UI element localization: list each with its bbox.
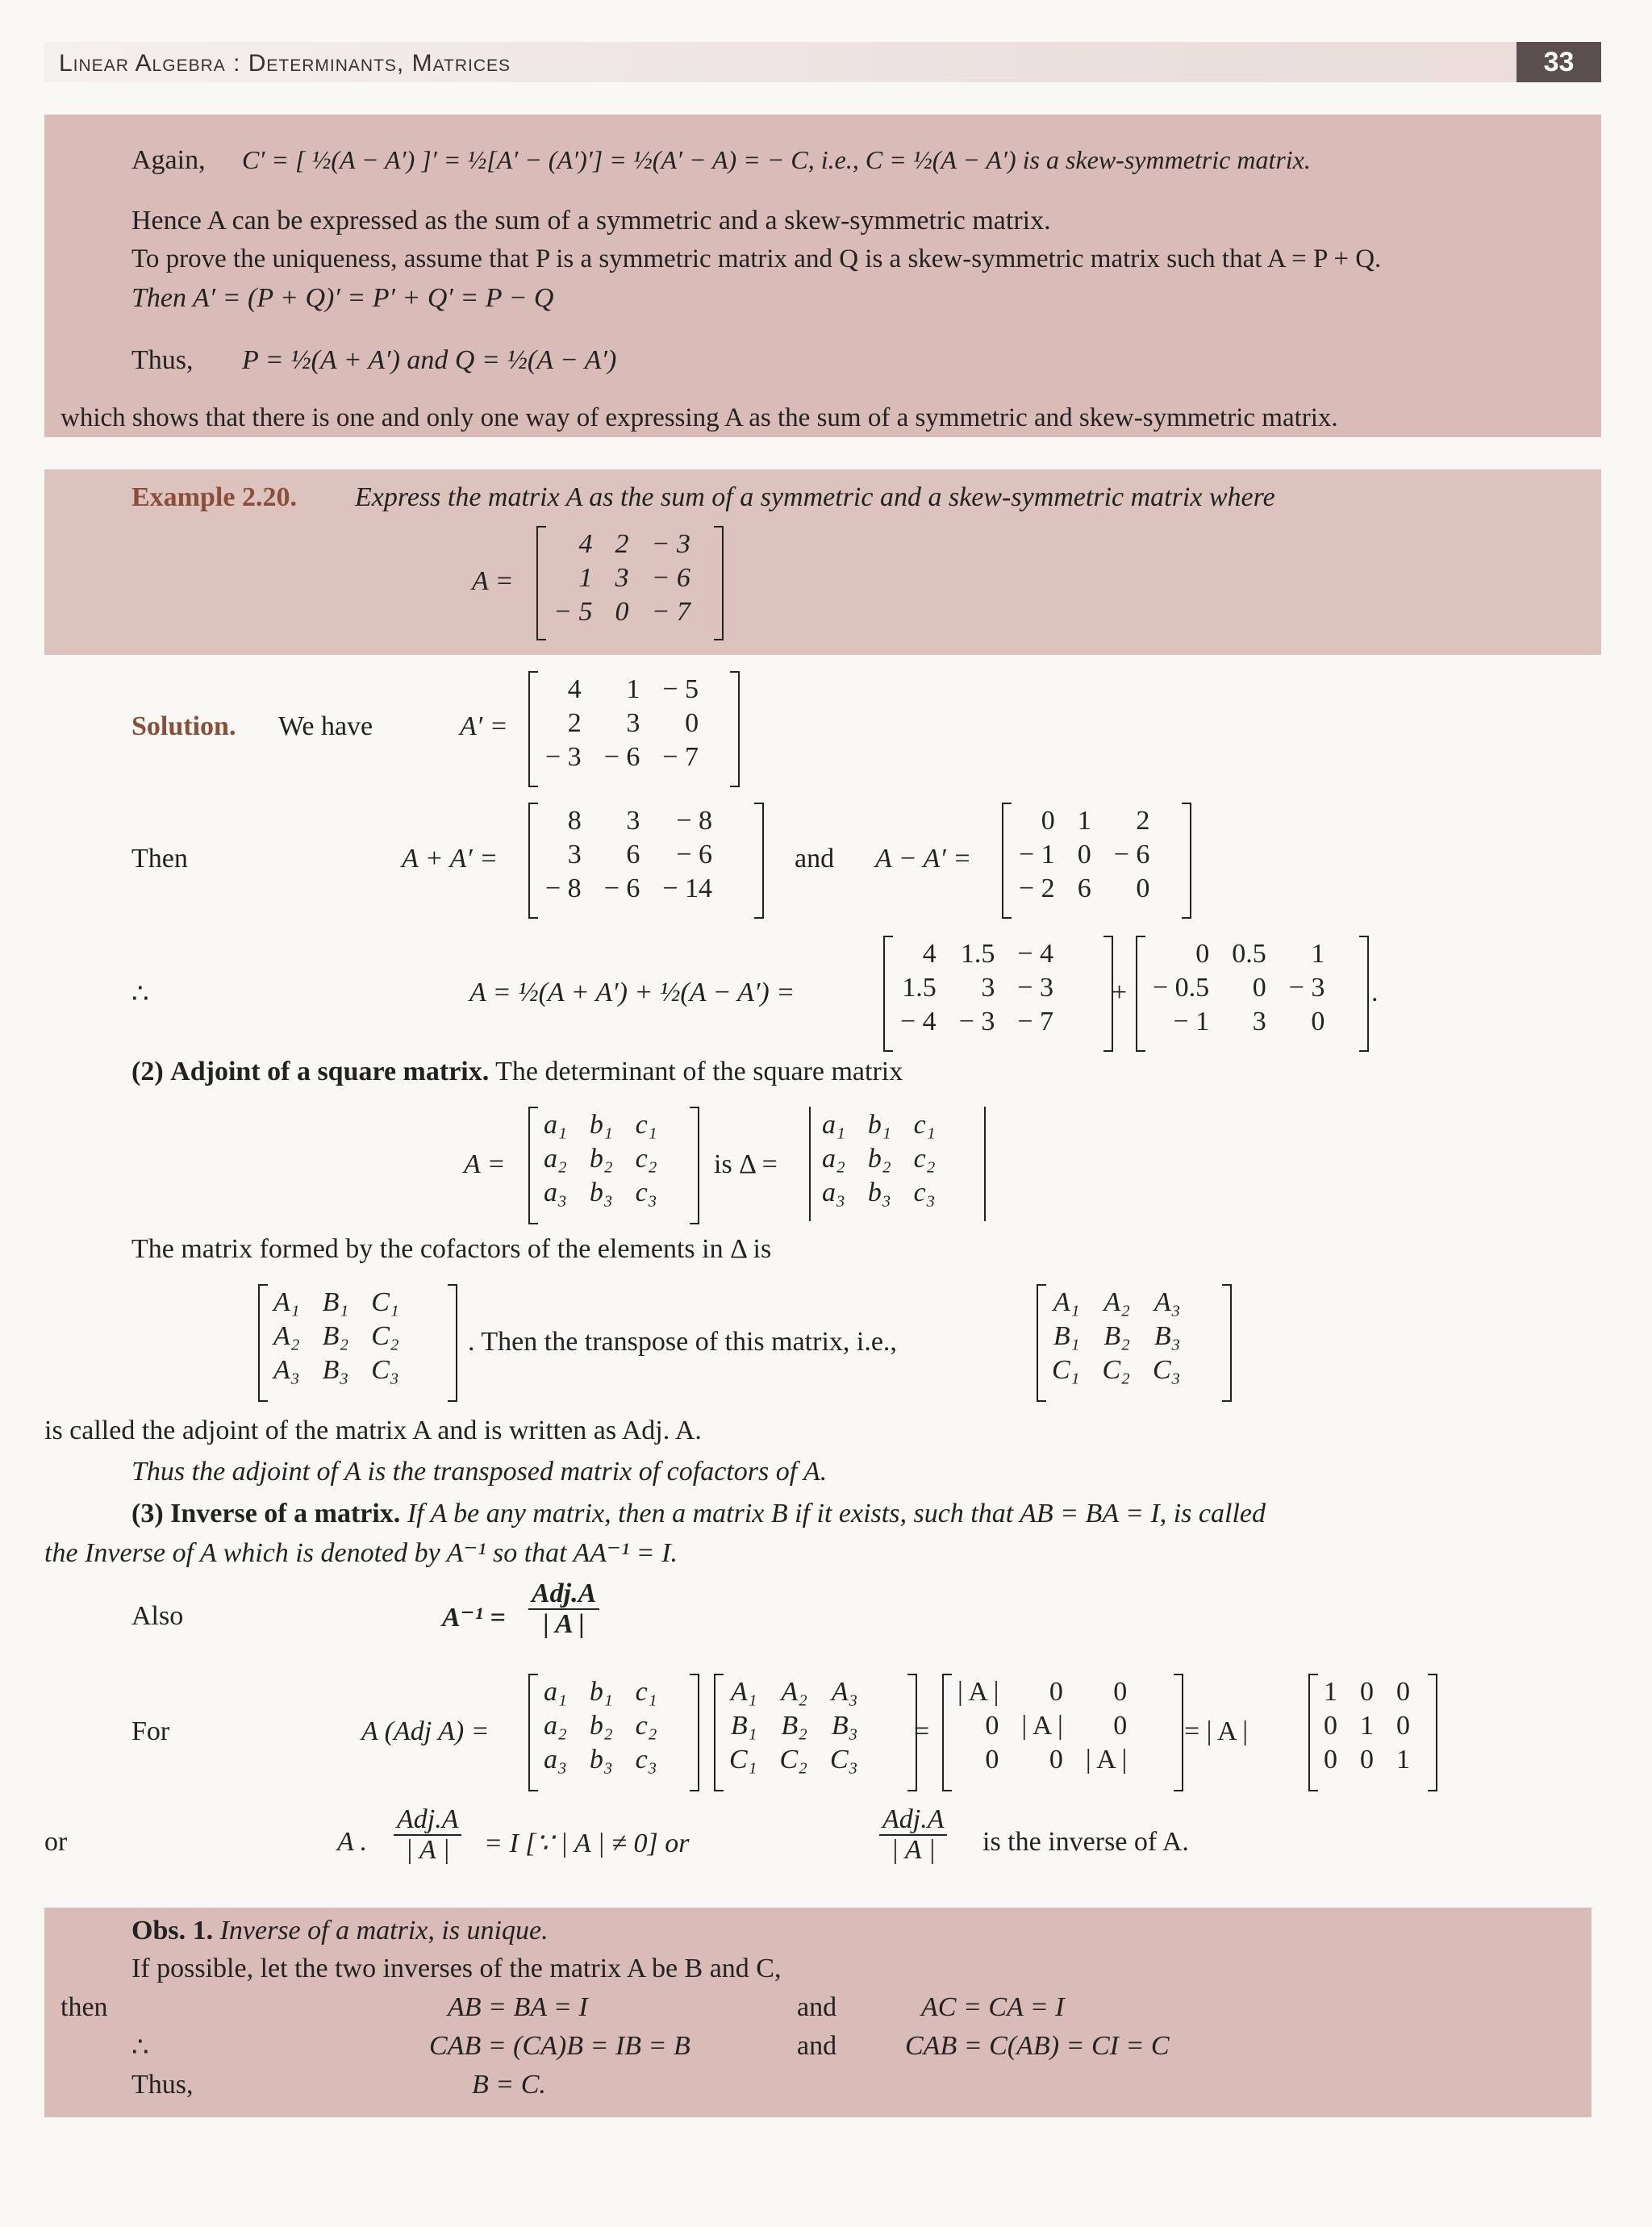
matrix-cell: b₃	[589, 1745, 613, 1775]
equals-sign: =	[914, 1716, 930, 1746]
matrix-row	[1007, 804, 1161, 838]
matrix-row	[542, 528, 702, 561]
matrix-cell: a₁	[822, 1110, 845, 1140]
matrix-cell: B₃	[831, 1711, 858, 1741]
matrix-diagonal	[946, 1675, 1138, 1777]
adjoint-intro: The determinant of the square matrix	[495, 1057, 903, 1086]
final-fraction-2	[879, 1805, 947, 1864]
bracket-right	[1428, 1674, 1437, 1791]
matrix-cell: 0	[1324, 1711, 1337, 1741]
matrix-row	[946, 1675, 1138, 1709]
matrix-row	[534, 673, 710, 707]
matrix-row	[718, 1743, 870, 1777]
matrix-row	[532, 1709, 669, 1743]
matrix-cell: 4	[578, 529, 593, 559]
then-label: Then	[131, 844, 188, 874]
matrix-cell: 0	[1360, 1677, 1374, 1707]
matrix-cell: 0	[1311, 1007, 1325, 1036]
matrix-cell: | A |	[1085, 1745, 1128, 1775]
abc-label: A =	[464, 1149, 506, 1179]
matrix-cell: a₃	[544, 1745, 567, 1775]
matrix-cofactors-transpose	[1041, 1286, 1192, 1387]
matrix-a-label: A =	[472, 566, 514, 596]
matrix-cell: B₂	[1103, 1321, 1130, 1351]
matrix-cell: a₃	[544, 1178, 567, 1207]
matrix-cell: a₃	[822, 1178, 845, 1207]
matrix-cell: C₁	[371, 1287, 399, 1317]
matrix-cell: c₃	[635, 1745, 657, 1775]
matrix-row	[718, 1675, 870, 1709]
obs-r3c1: B = C.	[472, 2070, 546, 2100]
matrix-row	[534, 872, 724, 906]
period: .	[1371, 978, 1379, 1007]
obs-line2: If possible, let the two inverses of the matrix A be B and C,	[131, 1954, 782, 1983]
matrix-cell: 0	[1396, 1711, 1410, 1741]
matrix-row	[811, 1108, 947, 1142]
matrix-row	[532, 1142, 669, 1176]
matrix-cell: 0	[985, 1711, 999, 1741]
matrix-cofactors	[262, 1286, 411, 1387]
adj-fraction	[528, 1579, 599, 1638]
matrix-cell: C₁	[1052, 1355, 1080, 1385]
matrix-row	[1007, 838, 1161, 872]
matrix-cell: 0	[1324, 1745, 1337, 1775]
matrix-row	[1312, 1743, 1421, 1777]
matrix-cell: 1.5	[960, 939, 995, 969]
matrix-cell: − 3	[545, 742, 582, 772]
matrix-cell: 0	[1049, 1677, 1063, 1707]
matrix-row	[718, 1709, 870, 1743]
matrix-row	[1312, 1675, 1421, 1709]
matrix-cell: a₁	[544, 1677, 567, 1707]
adjoint-called: is called the adjoint of the matrix A and is written as Adj. A.	[44, 1416, 702, 1445]
final-a: A .	[337, 1827, 368, 1857]
matrix-cell: b₁	[589, 1677, 613, 1707]
matrix-cell: − 0.5	[1153, 973, 1210, 1003]
matrix-cell: 6	[626, 840, 640, 870]
matrix-cell: B₁	[1053, 1321, 1080, 1351]
matrix-cell: − 1	[1173, 1007, 1210, 1036]
matrix-row	[1141, 1005, 1336, 1039]
matrix-row	[534, 838, 724, 872]
matrix-cell: C₂	[779, 1745, 807, 1775]
inverse-title: Inverse of a matrix.	[170, 1499, 401, 1528]
matrix-cell: 1.5	[902, 973, 937, 1003]
example-text: Express the matrix A as the sum of a symmetric and a skew-symmetric matrix where	[355, 482, 1275, 512]
matrix-row	[262, 1353, 411, 1387]
matrix-cell: b₃	[867, 1178, 891, 1207]
matrix-row	[1041, 1353, 1192, 1387]
matrix-cell: C₁	[729, 1745, 757, 1775]
inverse-def-2: the Inverse of A which is denoted by A⁻¹ so that AA⁻¹ = I.	[44, 1538, 678, 1568]
example-label: Example 2.20.	[131, 482, 297, 512]
matrix-row	[262, 1286, 411, 1320]
matrix-cell: 0	[1077, 840, 1091, 870]
matrix-cell: 0	[1195, 939, 1210, 969]
final-den-2: | A |	[891, 1834, 936, 1865]
matrix-cell: c₂	[635, 1144, 657, 1174]
matrix-row	[532, 1176, 669, 1210]
matrix-cell: 0	[1136, 874, 1150, 903]
matrix-cell: 3	[567, 840, 582, 870]
skew-equation: C′ = [ ½(A − A′) ]′ = ½[A′ − (A′)′] = ½(A′ − A) = − C, i.e., C = ½(A − A′) is a skew-symmetric matrix.	[242, 145, 1311, 174]
adjoint-heading	[131, 1057, 903, 1087]
or-label: or	[44, 1827, 68, 1857]
aadj-label: A (Adj A) =	[361, 1716, 490, 1746]
matrix-cell: 0	[615, 597, 629, 627]
matrix-cell: 0	[1252, 973, 1266, 1003]
matrix-cell: C₃	[1153, 1355, 1181, 1385]
matrix-cell: − 3	[1017, 973, 1054, 1003]
matrix-cell: − 6	[603, 874, 640, 903]
matrix-row	[889, 1005, 1065, 1039]
matrix-cell: 3	[615, 563, 629, 593]
matrix-cell: − 6	[676, 840, 713, 870]
determinant-delta	[811, 1108, 947, 1210]
matrix-cell: b₂	[589, 1144, 613, 1174]
cofactor-line: The matrix formed by the cofactors of the elements in Δ is	[131, 1234, 772, 1264]
matrix-row	[889, 937, 1065, 971]
matrix-cell: 1	[1396, 1745, 1410, 1775]
matrix-cell: − 7	[651, 597, 690, 627]
matrix-cell: a₂	[822, 1144, 845, 1174]
identity-matrix	[1312, 1675, 1421, 1777]
matrix-cell: 2	[615, 529, 629, 559]
matrix-abc	[532, 1675, 669, 1777]
matrix-cell: 3	[981, 973, 995, 1003]
matrix-cell: − 5	[553, 597, 593, 627]
matrix-cell: − 5	[662, 674, 699, 704]
plus-sign: +	[1112, 978, 1128, 1007]
diff-label: A − A′ =	[875, 844, 972, 874]
matrix-cell: B₂	[322, 1321, 349, 1351]
matrix-cell: − 8	[545, 874, 582, 903]
obs-therefore: ∴	[131, 2033, 149, 2062]
then-line: Then A′ = (P + Q)′ = P′ + Q′ = P − Q	[131, 283, 554, 313]
matrix-cell: c₁	[635, 1110, 657, 1140]
transpose-text: . Then the transpose of this matrix, i.e.,	[468, 1327, 897, 1357]
matrix-cell: 3	[1252, 1007, 1266, 1036]
matrix-row	[532, 1675, 669, 1709]
matrix-cell: A₂	[1103, 1287, 1130, 1317]
matrix-cell: 8	[567, 806, 582, 836]
matrix-cell: − 7	[1017, 1007, 1054, 1036]
matrix-diff	[1007, 804, 1161, 906]
matrix-cell: c₃	[913, 1178, 936, 1207]
eq-absA: = | A |	[1184, 1716, 1249, 1746]
matrix-row	[1041, 1320, 1192, 1353]
matrix-cell: − 4	[1017, 939, 1054, 969]
matrix-cell: a₁	[544, 1110, 567, 1140]
matrix-cell: 3	[626, 708, 640, 738]
matrix-row	[542, 595, 702, 629]
pq-equation: P = ½(A + A′) and Q = ½(A − A′)	[242, 345, 617, 375]
matrix-row	[1141, 971, 1336, 1005]
matrix-cell: A₁	[730, 1677, 757, 1707]
matrix-A	[542, 528, 702, 629]
matrix-cell: | A |	[1021, 1711, 1063, 1741]
matrix-cell: C₃	[371, 1355, 399, 1385]
matrix-cell: C₂	[371, 1321, 399, 1351]
matrix-row	[534, 707, 710, 740]
adj-den: | A |	[543, 1608, 585, 1639]
matrix-cell: A₂	[781, 1677, 807, 1707]
matrix-row	[542, 561, 702, 595]
matrix-row	[532, 1108, 669, 1142]
inverse-num: (3)	[131, 1499, 164, 1528]
again-prefix: Again,	[131, 145, 206, 175]
bracket-right	[448, 1284, 457, 1402]
obs-r2c1: CAB = (CA)B = IB = B	[429, 2031, 690, 2061]
obs-r2c2: CAB = C(AB) = CI = C	[905, 2031, 1170, 2061]
matrix-row	[532, 1743, 669, 1777]
matrix-cell: − 3	[651, 529, 690, 559]
matrix-row	[262, 1320, 411, 1353]
obs-r1c2: AC = CA = I	[921, 1992, 1065, 2022]
matrix-skew	[1141, 937, 1336, 1039]
matrix-row	[946, 1743, 1138, 1777]
final-fraction	[394, 1805, 461, 1864]
matrix-cell: − 4	[900, 1007, 937, 1036]
also-label: Also	[131, 1601, 184, 1631]
bracket-right	[754, 803, 764, 919]
matrix-cell: A₁	[1053, 1287, 1080, 1317]
matrix-cell: − 14	[662, 874, 713, 903]
matrix-cell: 4	[567, 674, 582, 704]
matrix-cell: 0	[1113, 1711, 1128, 1741]
matrix-cell: − 2	[1019, 874, 1055, 903]
adjoint-thus: Thus the adjoint of A is the transposed matrix of cofactors of A.	[131, 1457, 828, 1487]
matrix-cell: | A |	[957, 1677, 999, 1707]
ainv-label: A⁻¹ =	[442, 1603, 506, 1633]
obs-thus: Thus,	[131, 2070, 194, 2100]
page-header	[44, 42, 1601, 82]
matrix-cell: B₃	[322, 1355, 349, 1385]
bracket-right	[1359, 936, 1369, 1052]
matrix-cell: b₂	[867, 1144, 891, 1174]
bracket-right	[730, 671, 740, 787]
matrix-cell: A₃	[273, 1355, 300, 1385]
obs-heading	[131, 1916, 549, 1946]
and-label: and	[795, 844, 835, 874]
matrix-cell: 2	[1136, 806, 1150, 836]
matrix-cell: 4	[922, 939, 937, 969]
final-text: is the inverse of A.	[982, 1827, 1189, 1857]
matrix-cell: 1	[1360, 1711, 1374, 1741]
matrix-cell: − 8	[676, 806, 713, 836]
bracket-right	[1182, 803, 1191, 919]
bracket-right	[690, 1107, 699, 1224]
matrix-abc	[532, 1108, 669, 1210]
matrix-cell: 6	[1077, 874, 1091, 903]
matrix-cell: b₃	[589, 1178, 613, 1207]
bracket-right	[690, 1674, 699, 1791]
matrix-cell: B₁	[730, 1711, 757, 1741]
final-eqI: = I [∵ | A | ≠ 0] or	[484, 1829, 690, 1858]
therefore-symbol: ∴	[131, 979, 149, 1009]
matrix-symmetric	[889, 937, 1065, 1039]
inverse-def: If A be any matrix, then a matrix B if it exists, such that AB = BA = I, is called	[407, 1499, 1266, 1528]
matrix-cell: B₁	[322, 1287, 349, 1317]
matrix-cell: 1	[1324, 1677, 1337, 1707]
matrix-cell: − 6	[1113, 840, 1150, 870]
matrix-cell: 1	[1311, 939, 1325, 969]
matrix-cell: A₂	[273, 1321, 300, 1351]
page-number: 33	[1516, 42, 1601, 82]
conclusion-line: which shows that there is one and only one way of expressing A as the sum of a symmetric and skew-symmetric matrix.	[60, 403, 1338, 432]
final-den: | A |	[405, 1834, 450, 1865]
matrix-row	[811, 1176, 947, 1210]
matrix-cell: A₁	[273, 1287, 300, 1317]
matrix-cell: 0	[985, 1745, 999, 1775]
for-label: For	[131, 1716, 170, 1746]
running-title: Linear Algebra : Determinants, Matrices	[59, 50, 511, 77]
matrix-cell: b₁	[867, 1110, 891, 1140]
obs-and2: and	[797, 2031, 837, 2061]
matrix-row	[811, 1142, 947, 1176]
is-delta: is Δ =	[714, 1149, 778, 1179]
hence-line: Hence A can be expressed as the sum of a symmetric and a skew-symmetric matrix.	[131, 206, 1051, 236]
matrix-cell: a₂	[544, 1711, 567, 1741]
matrix-cell: b₂	[589, 1711, 613, 1741]
matrix-cell: c₂	[635, 1711, 657, 1741]
bracket-right	[714, 526, 724, 640]
matrix-cell: A₃	[1153, 1287, 1181, 1317]
matrix-cell: B₃	[1153, 1321, 1181, 1351]
matrix-cell: C₂	[1102, 1355, 1130, 1385]
matrix-sum	[534, 804, 724, 906]
thus-prefix: Thus,	[131, 345, 194, 375]
matrix-row	[1041, 1286, 1192, 1320]
matrix-row	[534, 804, 724, 838]
sum-label: A + A′ =	[402, 844, 499, 874]
matrix-row	[889, 971, 1065, 1005]
matrix-row	[1312, 1709, 1421, 1743]
matrix-cell: 0	[1041, 806, 1055, 836]
obs-and1: and	[797, 1992, 837, 2022]
final-num: Adj.A	[394, 1805, 461, 1836]
matrix-cell: A₃	[831, 1677, 858, 1707]
matrix-cell: b₁	[589, 1110, 613, 1140]
matrix-cell: c₁	[635, 1677, 657, 1707]
uniqueness-line: To prove the uniqueness, assume that P is a symmetric matrix and Q is a skew-symmetric matrix such that A = P + Q.	[131, 244, 1382, 273]
matrix-cell: 0.5	[1232, 939, 1266, 969]
matrix-row	[1007, 872, 1161, 906]
matrix-cell: − 3	[1288, 973, 1325, 1003]
matrix-cell: − 6	[603, 742, 640, 772]
final-num-2: Adj.A	[879, 1805, 947, 1836]
bracket-right	[1174, 1674, 1183, 1791]
matrix-cell: 1	[1077, 806, 1091, 836]
matrix-cell: 1	[626, 674, 640, 704]
matrix-cell: B₂	[781, 1711, 807, 1741]
matrix-cell: c₁	[913, 1110, 936, 1140]
matrix-cell: C₃	[830, 1745, 858, 1775]
matrix-adjoint	[718, 1675, 870, 1777]
obs-text: Inverse of a matrix, is unique.	[219, 1916, 549, 1945]
matrix-cell: a₂	[544, 1144, 567, 1174]
matrix-row	[946, 1709, 1138, 1743]
adj-num: Adj.A	[528, 1579, 599, 1610]
matrix-cell: − 1	[1019, 840, 1055, 870]
matrix-cell: c₂	[913, 1144, 936, 1174]
obs-then: then	[60, 1992, 108, 2022]
bracket-right	[1222, 1284, 1232, 1402]
matrix-cell: 0	[1396, 1677, 1410, 1707]
matrix-cell: 0	[685, 708, 699, 738]
matrix-cell: 2	[567, 708, 582, 738]
matrix-cell: 0	[1113, 1677, 1128, 1707]
matrix-cell: 3	[626, 806, 640, 836]
inverse-heading	[131, 1499, 1266, 1529]
adjoint-num: (2)	[131, 1057, 164, 1086]
obs-r1c1: AB = BA = I	[448, 1992, 588, 2022]
matrix-cell: 0	[1049, 1745, 1063, 1775]
matrix-cell: − 6	[651, 563, 690, 593]
at-label: A′ =	[460, 711, 508, 741]
matrix-cell: c₃	[635, 1178, 657, 1207]
obs-label: Obs. 1.	[131, 1916, 214, 1945]
matrix-cell: − 7	[662, 742, 699, 772]
matrix-row	[1141, 937, 1336, 971]
solution-text: We have	[278, 711, 373, 741]
matrix-cell: 0	[1360, 1745, 1374, 1775]
decomp-label: A = ½(A + A′) + ½(A − A′) =	[469, 978, 795, 1007]
matrix-row	[534, 740, 710, 774]
matrix-A-transpose	[534, 673, 710, 774]
matrix-cell: 1	[578, 563, 593, 593]
matrix-cell: − 3	[958, 1007, 995, 1036]
adjoint-title: Adjoint of a square matrix.	[170, 1057, 490, 1086]
solution-label: Solution.	[131, 711, 236, 741]
